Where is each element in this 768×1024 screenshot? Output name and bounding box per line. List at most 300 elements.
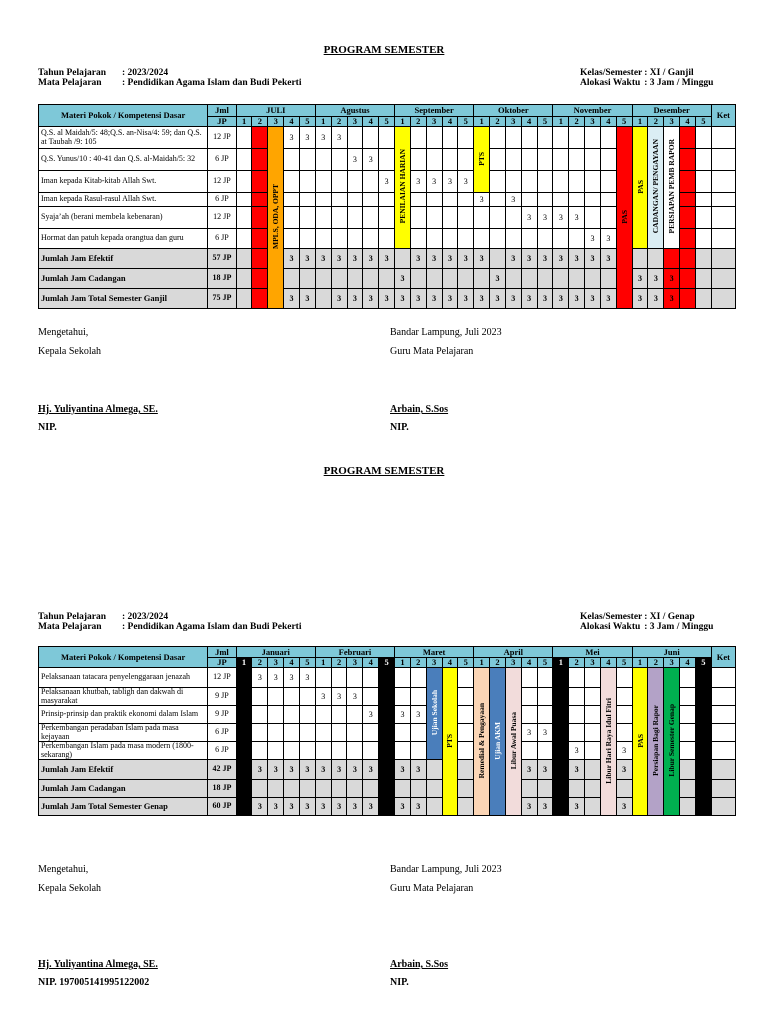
jp-cell: 18 JP — [208, 780, 236, 798]
week-cell: 3 — [505, 193, 521, 207]
week-cell: 3 — [268, 668, 284, 688]
pas-column — [632, 127, 648, 249]
tahun-value: : 2023/2024 — [122, 68, 169, 78]
week-cell — [442, 149, 458, 171]
materi-cell: Q.S. Yunus/10 : 40-41 dan Q.S. al-Maidah/5: 32 — [39, 149, 208, 171]
week-cell: 3 — [363, 760, 379, 780]
week-cell: 3 — [458, 289, 474, 309]
table-row — [39, 668, 736, 688]
week-cell: 3 — [347, 798, 363, 816]
week-cell: 3 — [474, 193, 490, 207]
week-cell — [521, 780, 537, 798]
week-cell — [426, 269, 442, 289]
week-cell — [315, 269, 331, 289]
week-cell: 3 — [395, 269, 411, 289]
jp-cell: 12 JP — [208, 171, 236, 193]
week-cell — [695, 688, 711, 706]
week-cell: 3 — [537, 724, 553, 742]
week-cell: 3 — [521, 207, 537, 229]
materi-cell: Prinsip-prinsip dan praktik ekonomi dalam Islam — [39, 706, 208, 724]
ket-cell — [711, 127, 735, 149]
week-cell — [600, 193, 616, 207]
week-cell — [585, 780, 601, 798]
week-cell: 3 — [363, 249, 379, 269]
week-cell — [537, 706, 553, 724]
week-cell — [616, 780, 632, 798]
week-cell: 3 — [347, 149, 363, 171]
page1-nama-kepala: Hj. Yuliyantina Almega, SE. — [38, 404, 158, 415]
jp-cell: 18 JP — [208, 269, 236, 289]
week-cell — [284, 724, 300, 742]
week-cell — [395, 249, 411, 269]
materi-cell: Jumlah Jam Total Semester Ganjil — [39, 289, 208, 309]
week-cell — [537, 668, 553, 688]
week-cell — [521, 688, 537, 706]
week-cell — [236, 269, 252, 289]
week-cell: 3 — [600, 249, 616, 269]
week-cell — [347, 193, 363, 207]
week-cell — [410, 668, 426, 688]
page1-kepala-sekolah: Kepala Sekolah — [38, 346, 102, 357]
week-cell — [600, 127, 616, 149]
month-januari: Januari — [236, 647, 315, 658]
vertical-label: Libur Hari Raya Idul Fitri — [603, 697, 613, 784]
ket-cell — [711, 742, 735, 760]
week-cell — [379, 798, 395, 816]
week-cell: 3 — [569, 207, 585, 229]
week-cell: 3 — [410, 706, 426, 724]
week-cell — [268, 742, 284, 760]
week-cell — [347, 668, 363, 688]
week-cell — [553, 127, 569, 149]
week-cell — [585, 742, 601, 760]
week-cell — [458, 780, 474, 798]
week-cell — [695, 171, 711, 193]
week-cell — [410, 742, 426, 760]
week-header: 5 — [299, 117, 315, 127]
week-cell — [410, 269, 426, 289]
alokasi-value: : 3 Jam / Minggu — [644, 78, 714, 88]
week-cell — [695, 760, 711, 780]
week-cell — [236, 207, 252, 229]
pas-column — [632, 668, 648, 816]
week-header: 3 — [347, 117, 363, 127]
week-cell: 3 — [600, 229, 616, 249]
vertical-label: PAS — [619, 209, 629, 224]
week-cell: 3 — [299, 798, 315, 816]
week-cell — [474, 207, 490, 229]
week-cell — [284, 269, 300, 289]
week-cell: 3 — [410, 171, 426, 193]
page1-meta-right — [580, 68, 715, 88]
week-cell — [284, 149, 300, 171]
week-cell — [299, 724, 315, 742]
week-cell: 3 — [426, 171, 442, 193]
week-header: 5 — [695, 117, 711, 127]
week-cell — [569, 193, 585, 207]
week-cell — [585, 688, 601, 706]
week-header: 3 — [426, 658, 442, 668]
week-cell — [268, 688, 284, 706]
header-ket: Ket — [711, 105, 735, 127]
week-cell — [585, 798, 601, 816]
week-cell — [236, 706, 252, 724]
week-cell — [268, 724, 284, 742]
week-cell — [315, 289, 331, 309]
week-cell — [284, 706, 300, 724]
week-cell: 3 — [252, 668, 268, 688]
week-cell — [379, 229, 395, 249]
month-april: April — [474, 647, 553, 658]
week-cell — [284, 742, 300, 760]
week-cell — [252, 780, 268, 798]
week-header: 5 — [458, 658, 474, 668]
header-jp: JP — [208, 658, 236, 668]
week-cell — [315, 706, 331, 724]
week-cell — [537, 688, 553, 706]
vertical-label: MPLS, ODA, OPPT — [271, 184, 281, 249]
week-header: 2 — [252, 658, 268, 668]
week-cell — [600, 269, 616, 289]
week-cell: 3 — [315, 760, 331, 780]
week-cell: 3 — [537, 289, 553, 309]
week-cell — [442, 207, 458, 229]
week-cell — [680, 193, 696, 207]
week-cell — [569, 668, 585, 688]
week-cell — [585, 760, 601, 780]
week-cell: 3 — [268, 798, 284, 816]
week-header: 5 — [379, 117, 395, 127]
page1-schedule-table — [38, 104, 736, 309]
ujian-akm-column — [490, 668, 506, 816]
month-februari: Februari — [315, 647, 394, 658]
materi-cell: Pelaksanaan tatacara penyelenggaraan jenazah — [39, 668, 208, 688]
week-cell: 3 — [410, 249, 426, 269]
jp-cell: 9 JP — [208, 706, 236, 724]
week-cell — [569, 171, 585, 193]
week-cell — [695, 127, 711, 149]
page1-nip-kepala: NIP. — [38, 422, 57, 433]
week-cell — [315, 229, 331, 249]
page1-nip-guru: NIP. — [390, 422, 409, 433]
week-header: 3 — [664, 117, 680, 127]
ket-cell — [711, 269, 735, 289]
vertical-label: PTS — [477, 151, 487, 166]
cadangan-column — [648, 127, 664, 249]
week-cell — [363, 193, 379, 207]
week-cell — [299, 688, 315, 706]
week-cell — [363, 668, 379, 688]
week-cell — [395, 688, 411, 706]
week-cell — [458, 706, 474, 724]
week-cell: 3 — [442, 171, 458, 193]
week-header: 4 — [521, 658, 537, 668]
pas-column — [616, 127, 632, 309]
week-cell: 3 — [442, 289, 458, 309]
week-cell — [537, 742, 553, 760]
week-cell — [363, 780, 379, 798]
month-maret: Maret — [395, 647, 474, 658]
week-header: 3 — [347, 658, 363, 668]
page1-guru-label: Guru Mata Pelajaran — [390, 346, 474, 357]
week-cell: 3 — [395, 706, 411, 724]
jp-cell: 12 JP — [208, 127, 236, 149]
week-header: 4 — [363, 658, 379, 668]
week-cell — [585, 706, 601, 724]
week-cell — [426, 798, 442, 816]
week-cell — [331, 171, 347, 193]
page1-mengetahui: Mengetahui, — [38, 327, 89, 338]
week-header: 4 — [600, 658, 616, 668]
week-cell — [553, 760, 569, 780]
week-header: 3 — [585, 117, 601, 127]
week-cell: 3 — [379, 289, 395, 309]
week-cell — [331, 193, 347, 207]
week-cell — [553, 171, 569, 193]
week-cell: 3 — [521, 724, 537, 742]
week-cell — [569, 229, 585, 249]
week-cell — [236, 127, 252, 149]
week-cell — [553, 688, 569, 706]
week-cell: 3 — [252, 760, 268, 780]
week-cell — [410, 688, 426, 706]
week-cell — [521, 706, 537, 724]
week-cell — [410, 193, 426, 207]
month-november: November — [553, 105, 632, 117]
week-cell: 3 — [331, 688, 347, 706]
week-cell — [395, 780, 411, 798]
mpls-column — [268, 127, 284, 309]
week-cell — [442, 127, 458, 149]
remedial-column — [474, 668, 490, 816]
week-cell — [236, 289, 252, 309]
week-cell — [395, 668, 411, 688]
week-cell — [410, 724, 426, 742]
week-cell — [331, 724, 347, 742]
week-cell: 3 — [284, 249, 300, 269]
week-header: 2 — [410, 117, 426, 127]
week-cell — [521, 742, 537, 760]
week-cell — [315, 668, 331, 688]
summary-row — [39, 798, 736, 816]
week-cell — [600, 207, 616, 229]
month-juli: JULI — [236, 105, 315, 117]
rapor-column — [648, 668, 664, 816]
week-cell — [299, 780, 315, 798]
week-header: 3 — [505, 658, 521, 668]
week-cell — [695, 149, 711, 171]
week-cell: 3 — [331, 127, 347, 149]
week-cell — [252, 688, 268, 706]
week-cell — [315, 742, 331, 760]
jp-cell: 6 JP — [208, 193, 236, 207]
week-header: 3 — [505, 117, 521, 127]
week-cell — [585, 171, 601, 193]
week-header: 1 — [236, 117, 252, 127]
week-cell: 3 — [410, 760, 426, 780]
week-cell — [505, 269, 521, 289]
week-cell — [553, 149, 569, 171]
week-cell — [695, 229, 711, 249]
week-cell — [426, 149, 442, 171]
week-cell — [379, 760, 395, 780]
vertical-label: CADANGAN/ PENGAYAAN — [651, 139, 661, 234]
week-cell: 3 — [442, 249, 458, 269]
week-cell — [553, 798, 569, 816]
week-header: 4 — [442, 658, 458, 668]
week-header: 1 — [395, 117, 411, 127]
week-cell — [379, 269, 395, 289]
week-cell — [458, 229, 474, 249]
month-agustus: Agustus — [315, 105, 394, 117]
mapel-value: : Pendidikan Agama Islam dan Budi Pekerti — [122, 622, 302, 632]
week-cell: 3 — [363, 289, 379, 309]
materi-cell: Iman kepada Rasul-rasul Allah Swt. — [39, 193, 208, 207]
week-cell — [363, 269, 379, 289]
week-cell — [490, 193, 506, 207]
vertical-label: Libur Semester Genap — [667, 704, 677, 777]
month-juni: Juni — [632, 647, 711, 658]
week-cell — [331, 742, 347, 760]
week-cell: 3 — [379, 249, 395, 269]
week-cell — [458, 688, 474, 706]
week-cell: 3 — [410, 798, 426, 816]
week-header: 2 — [410, 658, 426, 668]
jp-cell: 6 JP — [208, 724, 236, 742]
week-cell — [680, 668, 696, 688]
week-cell — [521, 193, 537, 207]
week-cell: 3 — [569, 760, 585, 780]
mapel-value: : Pendidikan Agama Islam dan Budi Pekerti — [122, 78, 302, 88]
week-cell — [379, 193, 395, 207]
week-cell — [490, 207, 506, 229]
week-cell — [474, 269, 490, 289]
alokasi-label: Alokasi Waktu — [580, 78, 641, 88]
page2-tempat-tanggal: Bandar Lampung, Juli 2023 — [390, 864, 502, 875]
ket-cell — [711, 724, 735, 742]
week-header: 5 — [616, 117, 632, 127]
week-header: 4 — [680, 658, 696, 668]
week-cell — [616, 706, 632, 724]
week-header: 4 — [442, 117, 458, 127]
header-jml: Jml — [208, 647, 236, 658]
week-cell — [521, 229, 537, 249]
week-cell: 3 — [537, 207, 553, 229]
week-cell — [236, 149, 252, 171]
week-header: 2 — [490, 658, 506, 668]
week-cell — [695, 289, 711, 309]
week-cell: 3 — [395, 798, 411, 816]
week-cell: 3 — [664, 289, 680, 309]
week-cell — [252, 207, 268, 229]
week-header: 2 — [648, 658, 664, 668]
week-cell — [252, 742, 268, 760]
week-cell — [680, 289, 696, 309]
week-header: 2 — [252, 117, 268, 127]
week-cell — [505, 149, 521, 171]
week-cell — [347, 207, 363, 229]
ket-cell — [711, 149, 735, 171]
week-cell — [236, 780, 252, 798]
week-header: 1 — [632, 658, 648, 668]
ket-cell — [711, 229, 735, 249]
week-cell — [268, 780, 284, 798]
week-header: 1 — [632, 117, 648, 127]
week-cell: 3 — [648, 269, 664, 289]
week-header: 1 — [395, 658, 411, 668]
week-cell — [442, 269, 458, 289]
vertical-label: PAS — [635, 733, 645, 748]
week-header: 3 — [585, 658, 601, 668]
week-cell — [363, 127, 379, 149]
ket-cell — [711, 668, 735, 688]
week-cell — [379, 207, 395, 229]
vertical-label: Remedial & Pengayaan — [477, 702, 487, 779]
ket-cell — [711, 171, 735, 193]
jp-cell: 6 JP — [208, 229, 236, 249]
week-cell — [553, 780, 569, 798]
kelas-value: : XI / Ganjil — [644, 68, 694, 78]
week-cell — [363, 229, 379, 249]
week-cell — [379, 742, 395, 760]
week-cell — [521, 149, 537, 171]
week-cell: 3 — [521, 798, 537, 816]
week-cell — [426, 193, 442, 207]
week-cell — [616, 724, 632, 742]
week-cell — [379, 780, 395, 798]
week-cell — [600, 171, 616, 193]
week-cell — [521, 668, 537, 688]
week-cell — [379, 668, 395, 688]
week-cell — [236, 760, 252, 780]
table-row — [39, 127, 736, 149]
ket-cell — [711, 289, 735, 309]
week-cell — [410, 229, 426, 249]
week-cell — [299, 229, 315, 249]
week-cell: 3 — [299, 668, 315, 688]
libur-idul-fitri-column — [600, 668, 616, 816]
vertical-label: Ujian AKM — [492, 721, 502, 760]
week-header: 2 — [331, 658, 347, 668]
header-materi: Materi Pokok / Kompetensi Dasar — [39, 647, 208, 668]
summary-row — [39, 760, 736, 780]
tahun-label: Tahun Pelajaran — [38, 612, 107, 622]
summary-row — [39, 780, 736, 798]
vertical-label: PERSIAPAN PEMB RAPOR — [667, 139, 677, 234]
week-cell — [252, 229, 268, 249]
materi-cell: Q.S. al Maidah/5: 48;Q.S. an-Nisa/4: 59; dan Q.S. at Taubah /9: 105 — [39, 127, 208, 149]
week-cell — [458, 207, 474, 229]
week-cell: 3 — [569, 289, 585, 309]
week-cell — [569, 780, 585, 798]
week-cell — [236, 724, 252, 742]
week-cell: 3 — [363, 798, 379, 816]
week-cell: 3 — [458, 249, 474, 269]
week-cell — [284, 229, 300, 249]
materi-cell: Jumlah Jam Total Semester Genap — [39, 798, 208, 816]
week-cell: 3 — [347, 289, 363, 309]
week-cell — [236, 742, 252, 760]
month-desember: Desember — [632, 105, 711, 117]
week-cell: 3 — [299, 289, 315, 309]
week-cell: 3 — [379, 171, 395, 193]
week-cell — [553, 742, 569, 760]
week-cell — [695, 742, 711, 760]
week-cell — [347, 742, 363, 760]
jp-cell: 6 JP — [208, 149, 236, 171]
week-cell — [315, 193, 331, 207]
week-cell — [299, 269, 315, 289]
